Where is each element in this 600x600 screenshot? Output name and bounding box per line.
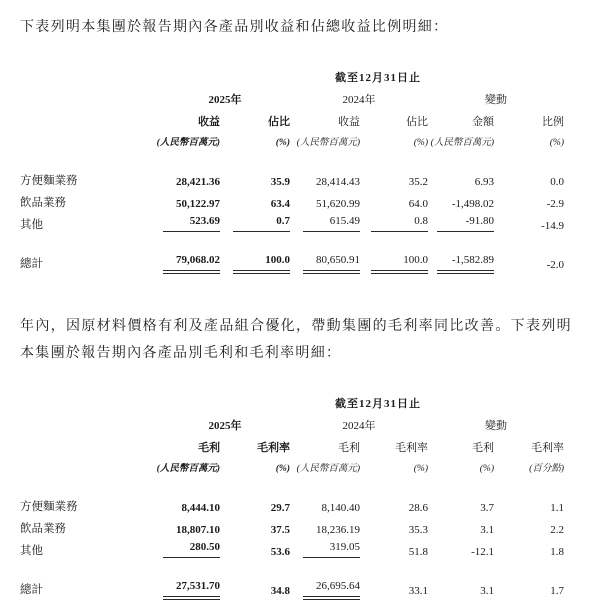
year-group-change: 變動 — [485, 420, 507, 432]
value-cell: 28,414.43 — [316, 176, 360, 188]
value-cell: 2.2 — [550, 524, 564, 536]
revenue-table — [20, 65, 564, 271]
value-cell: 80,650.91 — [290, 254, 360, 271]
col-header: 毛利 — [338, 442, 360, 454]
value-cell: 35.9 — [270, 176, 290, 188]
year-group-change: 變動 — [485, 94, 507, 106]
row-label: 方便麵業務 — [20, 175, 78, 187]
col-header: 佔比 — [406, 116, 428, 128]
unit-label: (人民幣百萬元) — [156, 138, 220, 148]
value-cell: 319.05 — [290, 541, 360, 558]
value-cell: 64.0 — [408, 198, 428, 210]
value-cell: 1.1 — [550, 502, 564, 514]
unit-label: (%) — [275, 464, 290, 474]
value-cell: 37.5 — [270, 524, 290, 536]
value-cell: 6.93 — [474, 176, 494, 188]
value-cell: -2.9 — [546, 198, 564, 210]
value-cell: -1,582.89 — [428, 254, 494, 271]
value-cell: 79,068.02 — [160, 254, 220, 271]
col-header: 毛利 — [472, 442, 494, 454]
unit-label: (%) — [479, 464, 494, 474]
value-cell: 18,807.10 — [176, 524, 220, 536]
value-cell: 100.0 — [360, 254, 428, 271]
column-header-row — [20, 107, 564, 129]
unit-label: (人民幣百萬元) — [156, 464, 220, 474]
value-cell: -2.0 — [546, 259, 564, 271]
row-label: 其他 — [20, 219, 43, 231]
value-cell: 100.0 — [220, 254, 290, 271]
value-cell: 29.7 — [270, 502, 290, 514]
value-cell: 0.0 — [550, 176, 564, 188]
row-label: 總計 — [20, 584, 43, 596]
value-cell: 3.7 — [480, 502, 494, 514]
period-header: 截至12月31日止 — [335, 72, 421, 84]
unit-label: (%) — [413, 138, 428, 148]
table-row — [20, 514, 564, 536]
table-row — [20, 166, 564, 188]
row-label: 總計 — [20, 258, 43, 270]
unit-row — [20, 455, 564, 475]
col-header: 毛利 — [198, 442, 220, 454]
value-cell: 35.2 — [408, 176, 428, 188]
row-label: 飲品業務 — [20, 523, 66, 535]
value-cell: 1.7 — [550, 585, 564, 597]
row-label: 飲品業務 — [20, 197, 66, 209]
value-cell: 3.1 — [480, 585, 494, 597]
table-row — [20, 492, 564, 514]
value-cell: 523.69 — [160, 215, 220, 232]
value-cell: 34.8 — [270, 585, 290, 597]
value-cell: 0.8 — [360, 215, 428, 232]
value-cell: 63.4 — [270, 198, 290, 210]
year-group-2025: 2025年 — [208, 94, 242, 106]
table-row — [20, 210, 564, 232]
value-cell: 1.8 — [550, 546, 564, 558]
value-cell: 8,140.40 — [321, 502, 360, 514]
intro-paragraph: 下表列明本集團於報告期內各產品別收益和佔總收益比例明細： — [20, 20, 449, 35]
unit-label: (人民幣百萬元) — [430, 138, 494, 148]
year-group-2024: 2024年 — [342, 94, 376, 106]
unit-label: (%) — [275, 138, 290, 148]
middle-paragraph: 年內，因原材料價格有利及產品組合優化，帶動集團的毛利率同比改善。下表列明本集團於報告期內各產品別毛利和毛利率明細： — [20, 319, 572, 361]
value-cell: 53.6 — [270, 546, 290, 558]
value-cell: 280.50 — [160, 541, 220, 558]
col-header: 毛利率 — [257, 442, 290, 454]
unit-label: (百分點) — [529, 464, 564, 474]
value-cell: -12.1 — [471, 546, 494, 558]
value-cell: -14.9 — [541, 220, 564, 232]
row-label: 其他 — [20, 545, 43, 557]
value-cell: 26,695.64 — [290, 580, 360, 597]
table-row — [20, 188, 564, 210]
period-header-row — [20, 391, 564, 411]
col-header: 比例 — [542, 116, 564, 128]
col-header: 金額 — [472, 116, 494, 128]
col-header: 佔比 — [268, 116, 290, 128]
value-cell: 8,444.10 — [181, 502, 220, 514]
value-cell: 33.1 — [408, 585, 428, 597]
col-header: 毛利率 — [531, 442, 564, 454]
period-header: 截至12月31日止 — [335, 398, 421, 410]
unit-row — [20, 129, 564, 149]
col-header: 收益 — [338, 116, 360, 128]
column-header-row — [20, 433, 564, 455]
value-cell: 51.8 — [408, 546, 428, 558]
unit-label: (人民幣百萬元) — [296, 138, 360, 148]
period-header-row — [20, 65, 564, 85]
value-cell: 51,620.99 — [316, 198, 360, 210]
year-group-row — [20, 85, 564, 107]
total-row — [20, 247, 564, 271]
value-cell: 50,122.97 — [176, 198, 220, 210]
value-cell: 28,421.36 — [176, 176, 220, 188]
value-cell: 615.49 — [290, 215, 360, 232]
unit-label: (人民幣百萬元) — [296, 464, 360, 474]
value-cell: 18,236.19 — [316, 524, 360, 536]
value-cell: -91.80 — [428, 215, 494, 232]
value-cell: 3.1 — [480, 524, 494, 536]
table-row — [20, 536, 564, 558]
year-group-2025: 2025年 — [208, 420, 242, 432]
value-cell: 0.7 — [220, 215, 290, 232]
col-header: 毛利率 — [395, 442, 428, 454]
value-cell: 28.6 — [408, 502, 428, 514]
value-cell: 27,531.70 — [160, 580, 220, 597]
total-row — [20, 573, 564, 597]
year-group-2024: 2024年 — [342, 420, 376, 432]
year-group-row — [20, 411, 564, 433]
value-cell: -1,498.02 — [451, 198, 494, 210]
unit-label: (%) — [413, 464, 428, 474]
gross-profit-table — [20, 391, 564, 597]
value-cell: 35.3 — [408, 524, 428, 536]
row-label: 方便麵業務 — [20, 501, 78, 513]
unit-label: (%) — [549, 138, 564, 148]
col-header: 收益 — [198, 116, 220, 128]
